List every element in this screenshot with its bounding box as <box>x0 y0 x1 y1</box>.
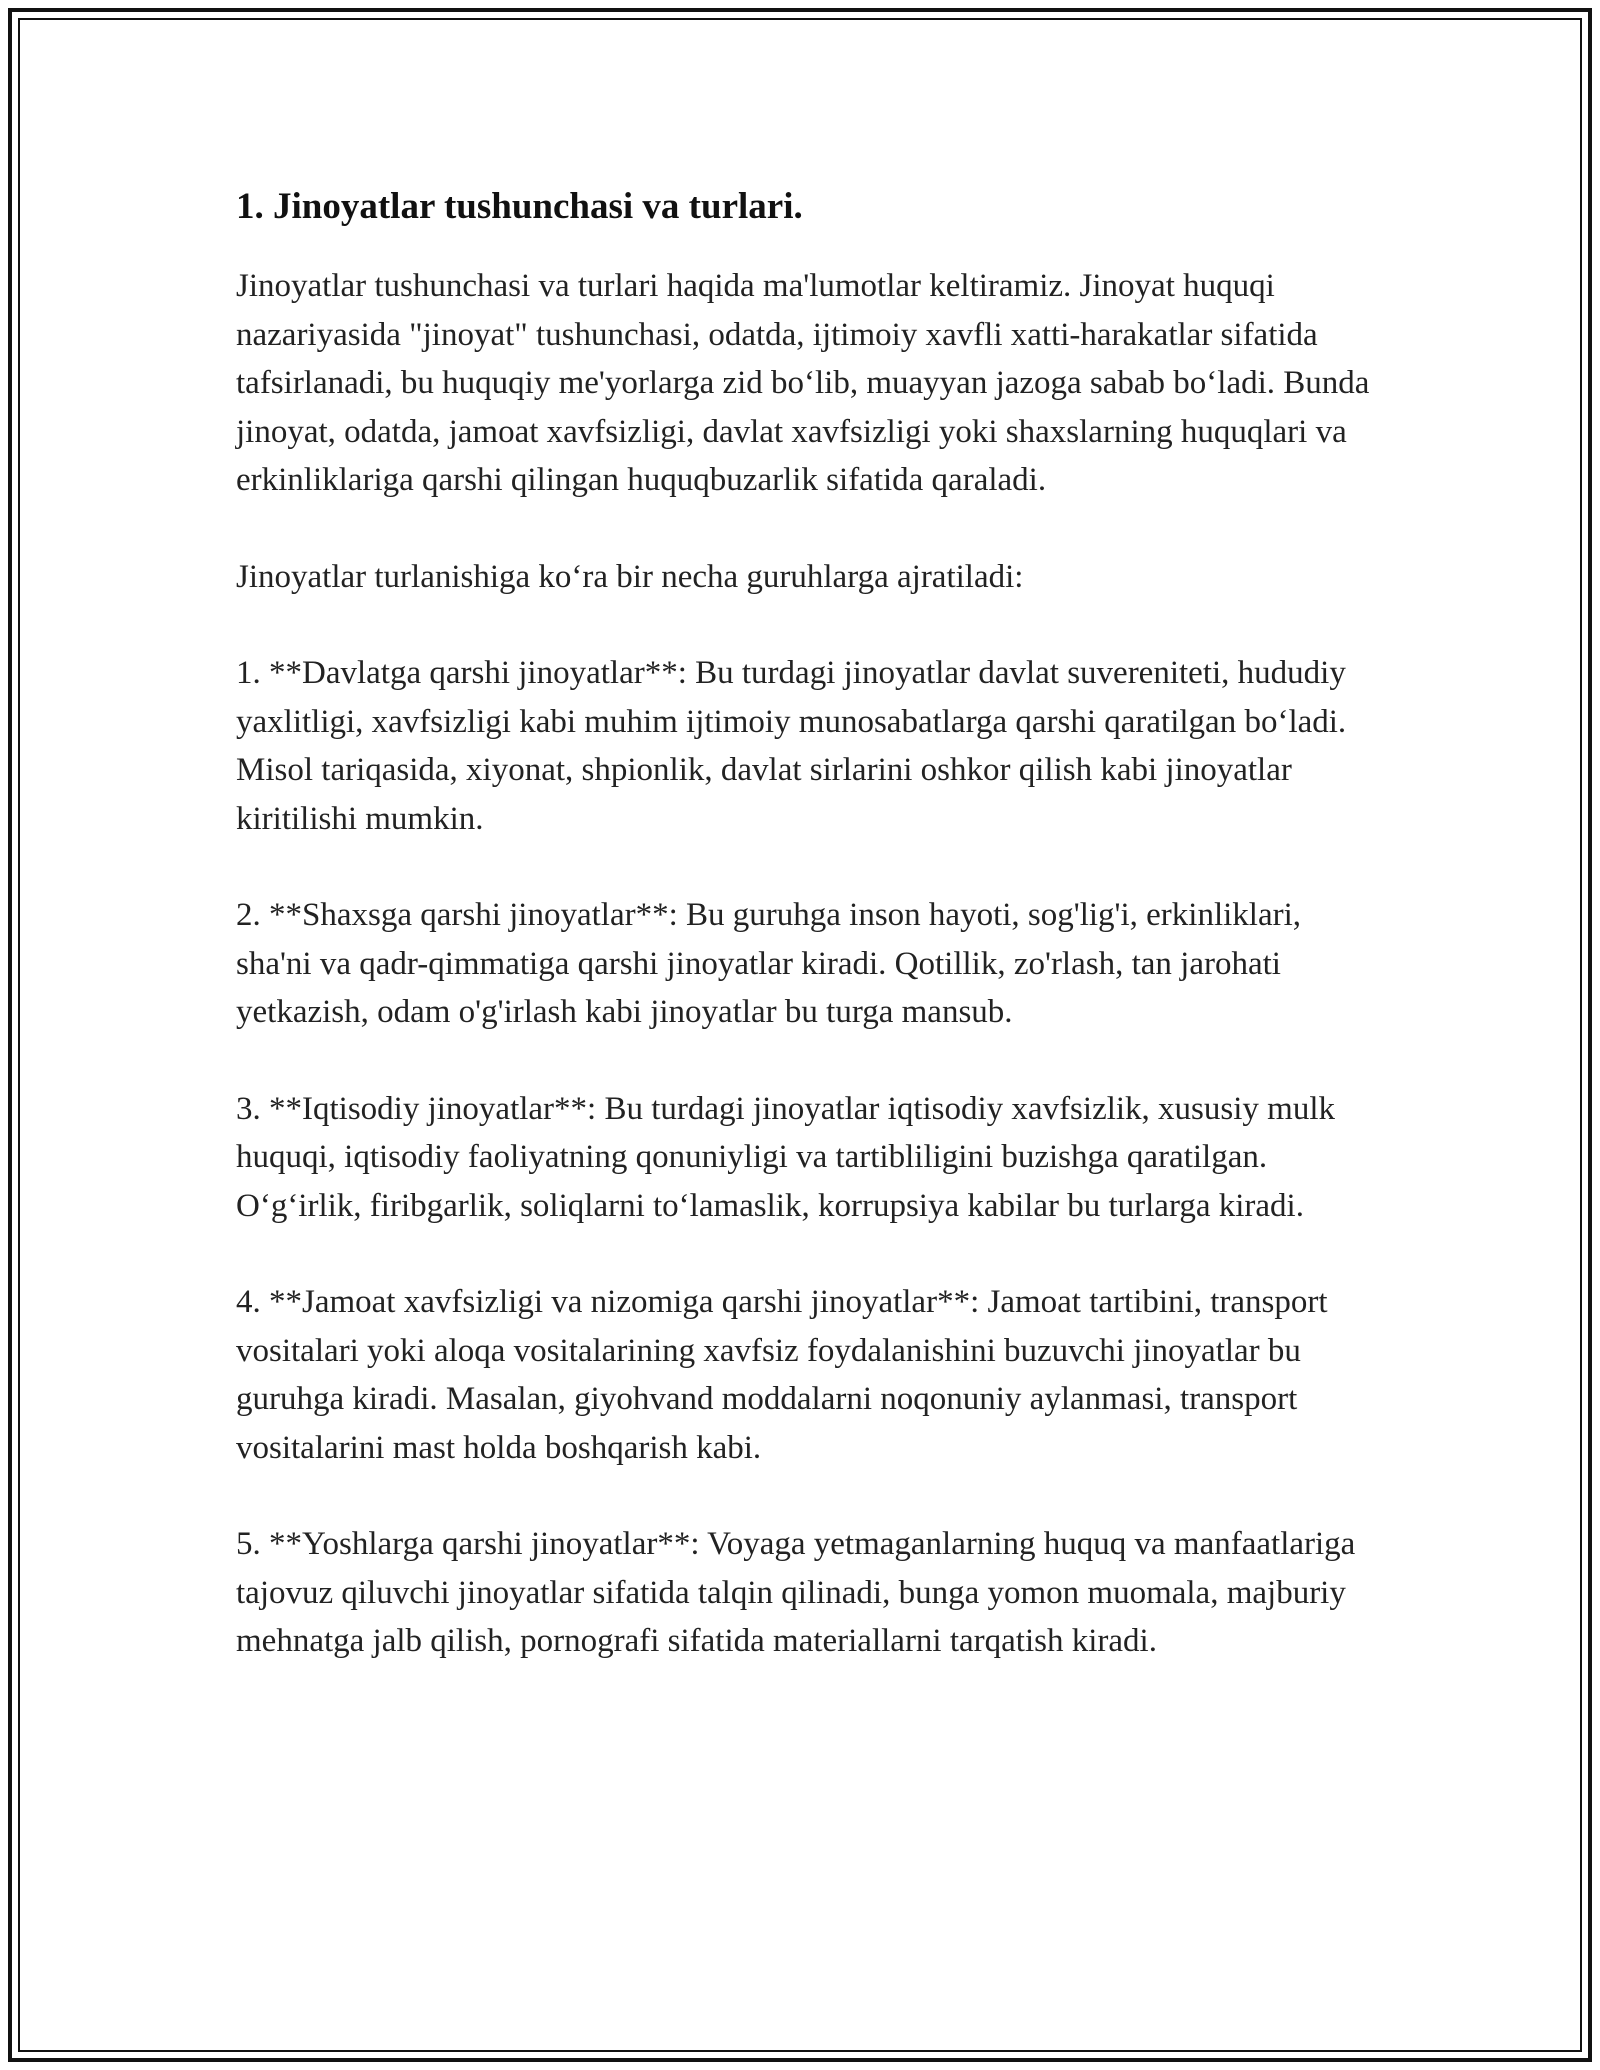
section-heading: 1. Jinoyatlar tushunchasi va turlari. <box>236 186 803 227</box>
list-item-crimes-against-person: 2. **Shaxsga qarshi jinoyatlar**: Bu guruhga inson hayoti, sog'lig'i, erkinliklari, sha'ni va qadr-qimmatiga qarshi jinoyatlar kiradi. Qotillik, zo'rlash, tan jarohati yetkazish, odam o'g'irlash kabi jinoyatlar bu turga mansub. <box>236 897 1302 1030</box>
intro-paragraph: Jinoyatlar tushunchasi va turlari haqida ma'lumotlar keltiramiz. Jinoyat huquqi nazariyasida "jinoyat" tushunchasi, odatda, ijtimoiy xavfli xatti-harakatlar sifatida tafsirlanadi, bu huquqiy me'yorlarga zid bo‘lib, muayyan jazoga sabab bo‘ladi. Bunda jinoyat, odatda, jamoat xavfsizligi, davlat xavfsizligi yoki shaxslarning huquqlari va erkinliklariga qarshi qilingan huquqbuzarlik sifatida qaraladi. <box>236 268 1370 498</box>
lead-paragraph: Jinoyatlar turlanishiga ko‘ra bir necha guruhlarga ajratiladi: <box>236 558 1024 595</box>
list-item-state-crimes: 1. **Davlatga qarshi jinoyatlar**: Bu turdagi jinoyatlar davlat suvereniteti, hududiy yaxlitligi, xavfsizligi kabi muhim ijtimoiy munosabatlarga qarshi qaratilgan bo‘ladi. Misol tariqasida, xiyonat, shpionlik, davlat sirlarini oshkor qilish kabi jinoyatlar kiritilishi mumkin. <box>236 655 1347 837</box>
list-item-public-safety-crimes: 4. **Jamoat xavfsizligi va nizomiga qarshi jinoyatlar**: Jamoat tartibini, transport vositalari yoki aloqa vositalarining xavfsiz foydalanishini buzuvchi jinoyatlar bu guruhga kiradi. Masalan, giyohvand moddalarni noqonuniy aylanmasi, transport vositalarini mast holda boshqarish kabi. <box>236 1284 1328 1466</box>
list-item-economic-crimes: 3. **Iqtisodiy jinoyatlar**: Bu turdagi jinoyatlar iqtisodiy xavfsizlik, xususiy mulk huquqi, iqtisodiy faoliyatning qonuniyligi va tartibliligini buzishga qaratilgan. O‘g‘irlik, firibgarlik, soliqlarni to‘lamaslik, korrupsiya kabilar bu turlarga kiradi. <box>236 1090 1335 1224</box>
list-item-crimes-against-youth: 5. **Yoshlarga qarshi jinoyatlar**: Voyaga yetmaganlarning huquq va manfaatlariga tajovuz qiluvchi jinoyatlar sifatida talqin qilinadi, bunga yomon muomala, majburiy mehnatga jalb qilish, pornografi sifatida materiallarni tarqatish kiradi. <box>236 1526 1356 1659</box>
document-body <box>236 182 1376 1666</box>
